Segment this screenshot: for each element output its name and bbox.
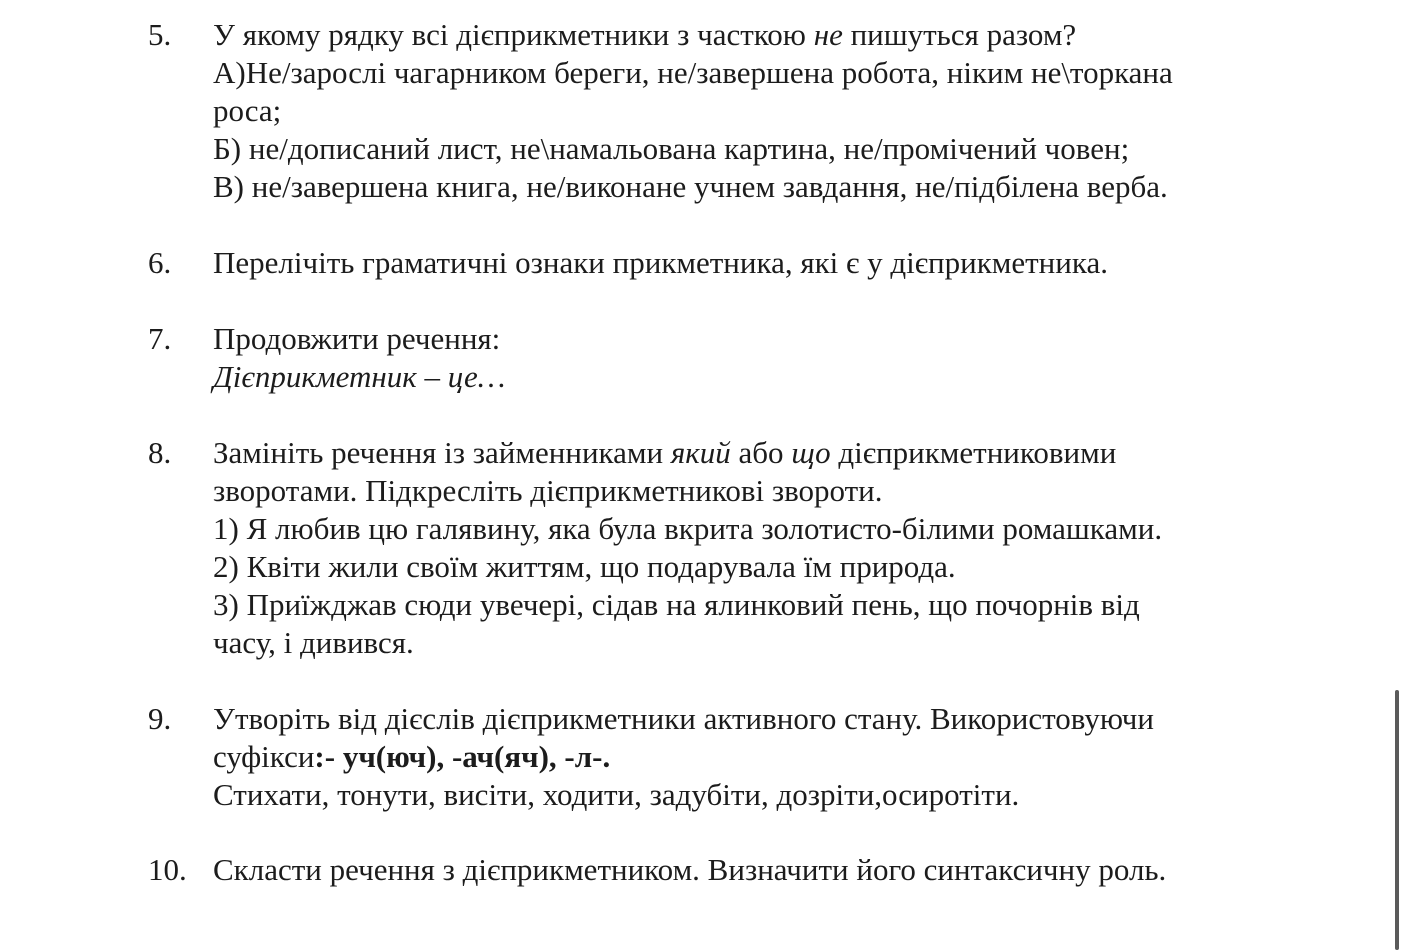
question-number: 6.: [148, 245, 172, 280]
prompt-text: або: [730, 435, 792, 470]
question-number: 5.: [148, 17, 172, 52]
question-body: [213, 700, 1273, 814]
question-number: 8.: [148, 435, 172, 470]
answer-option-b: Б) не/дописаний лист, не\намальована картина, не/промічений човен;: [213, 131, 1130, 166]
question-prompt: Продовжити речення:: [213, 321, 501, 356]
question-body: [213, 16, 1273, 206]
sentence-item-2: 2) Квіти жили своїм життям, що подарувала їм природа.: [213, 549, 956, 584]
question-number: 10.: [148, 852, 187, 887]
question-body: [213, 244, 1273, 282]
suffix-list: :- уч(юч), -ач(яч), -л-.: [314, 739, 611, 774]
question-body: [213, 851, 1273, 889]
verb-list: Стихати, тонути, висіти, ходити, задубіти, дозріти,осиротіти.: [213, 777, 1020, 812]
prompt-emphasis: не: [813, 17, 843, 52]
question-prompt: [213, 434, 1273, 472]
question-number: 9.: [148, 701, 172, 736]
question-prompt: Утворіть від дієслів дієприкметники активного стану. Використовуючи: [213, 701, 1154, 736]
suffix-line: [213, 738, 1273, 776]
answer-option-v: В) не/завершена книга, не/виконане учнем завдання, не/підбілена верба.: [213, 169, 1168, 204]
answer-option-a-continued: роса;: [213, 93, 282, 128]
sentence-start: Дієприкметник – це…: [213, 359, 506, 394]
prompt-text: Замініть речення із займенниками: [213, 435, 671, 470]
vertical-scrollbar[interactable]: [1395, 690, 1399, 950]
prompt-emphasis: який: [670, 435, 731, 470]
question-body: [213, 434, 1273, 662]
question-body: [213, 320, 1273, 396]
prompt-text: дієприкметниковими: [830, 435, 1117, 470]
question-prompt: Перелічіть граматичні ознаки прикметника, які є у дієприкметника.: [213, 245, 1108, 280]
answer-option-a: А)Не/зарослі чагарником береги, не/завершена робота, ніким не\торкана: [213, 55, 1173, 90]
question-prompt: Скласти речення з дієприкметником. Визначити його синтаксичну роль.: [213, 852, 1167, 887]
prompt-text: пишуться разом?: [842, 17, 1077, 52]
sentence-item-3: 3) Приїжджав сюди увечері, сідав на ялинковий пень, що почорнів від: [213, 587, 1140, 622]
suffix-label: суфікси: [213, 739, 315, 774]
sentence-item-1: 1) Я любив цю галявину, яка була вкрита золотисто-білими ромашками.: [213, 511, 1163, 546]
question-prompt: [213, 16, 1273, 54]
prompt-emphasis: що: [791, 435, 831, 470]
prompt-text: У якому рядку всі дієприкметники з часткою: [213, 17, 814, 52]
question-number: 7.: [148, 321, 172, 356]
sentence-item-3-continued: часу, і дивився.: [213, 625, 414, 660]
question-prompt-continued: зворотами. Підкресліть дієприкметникові звороти.: [213, 473, 883, 508]
